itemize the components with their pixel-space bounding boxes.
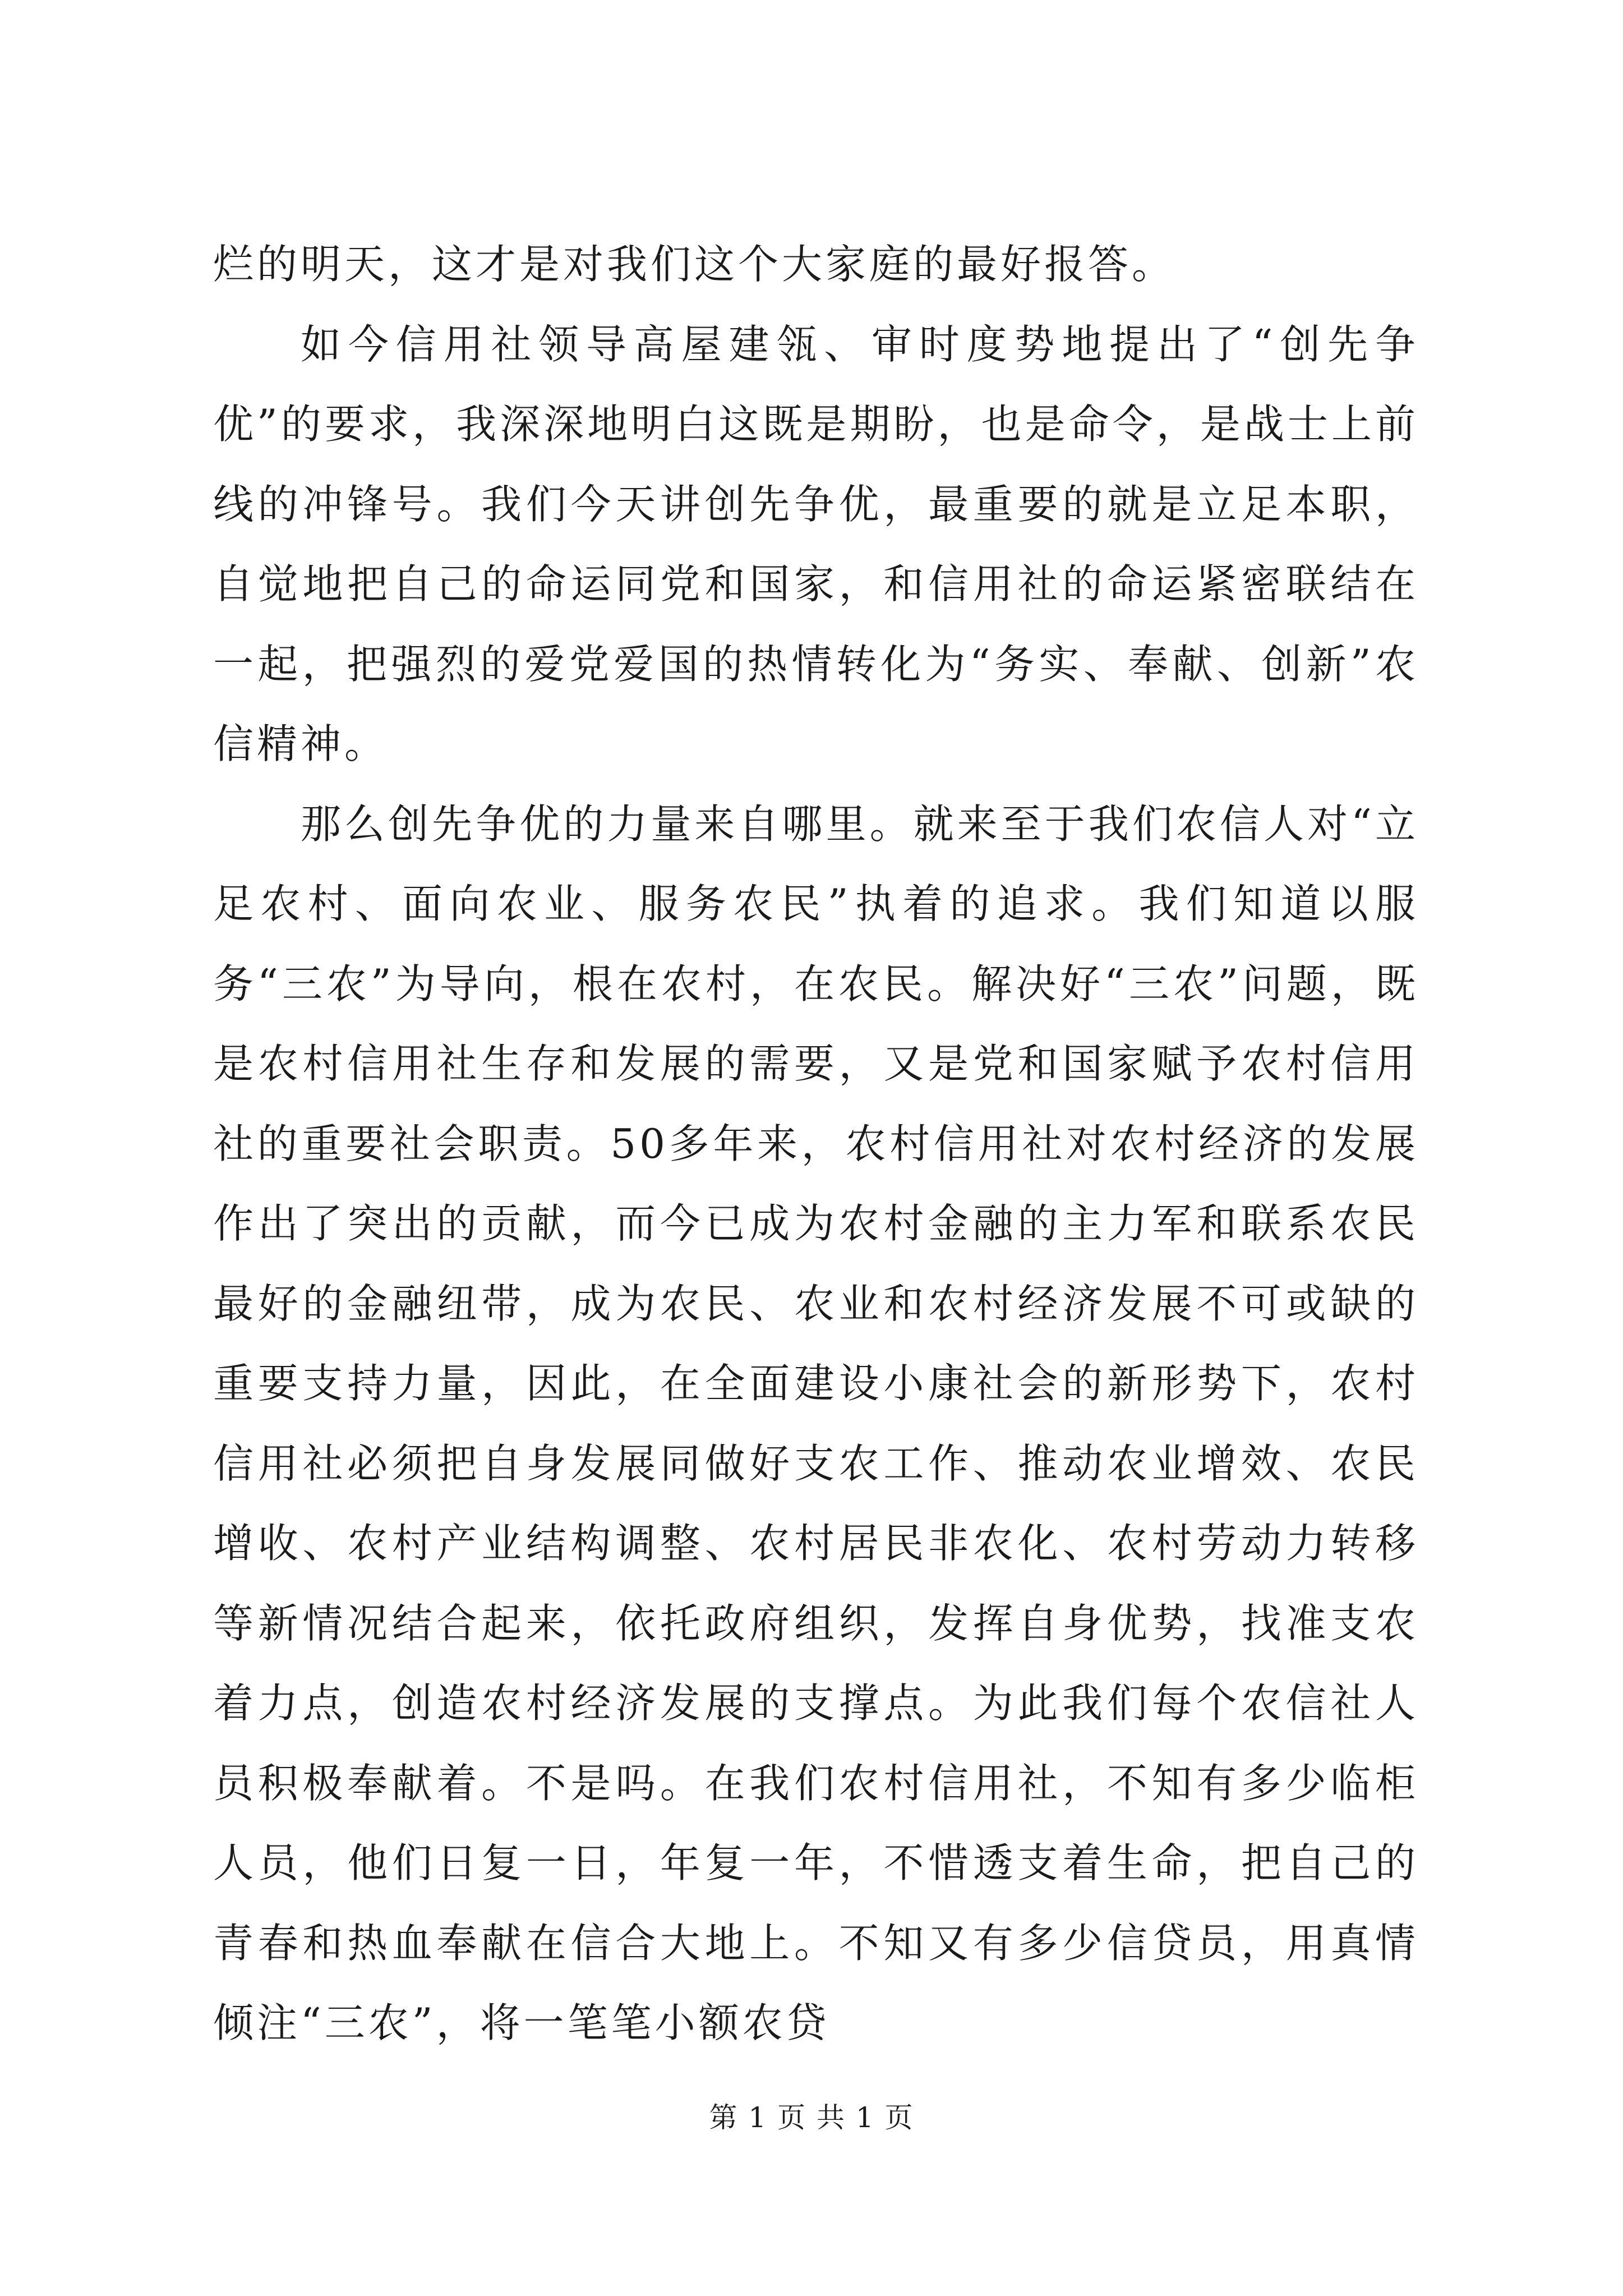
paragraph-continuation: 烂的明天，这才是对我们这个大家庭的最好报答。 [213, 241, 1176, 288]
paragraph-strength-source: 那么创先争优的力量来自哪里。就来至于我们农信人对“立足农村、面向农业、服务农民”执着的追求。我们知道以服务“三农”为导向，根在农村，在农民。解决好“三农”问题，既是农村信用社生存和发展的需要，又是党和国家赋予农村信用社的重要社会职责。50多年来，农村信用社对农村经济的发展作出了突出的贡献，而今已成为农村金融的主力军和联系农民最好的金融纽带，成为农民、农业和农村经济发展不可或缺的重要支持力量，因此，在全面建设小康社会的新形势下，农村信用社必须把自身发展同做好支农工作、推动农业增效、农民增收、农村产业结构调整、农村居民非农化、农村劳动力转移等新情况结合起来，依托政府组织，发挥自身优势，找准支农着力点，创造农村经济发展的支撑点。为此我们每个农信社人员积极奉献着。不是吗。在我们农村信用社，不知有多少临柜人员，他们日复一日，年复一年，不惜透支着生命，把自己的青春和热血奉献在信合大地上。不知又有多少信贷员，用真情倾注“三农”，将一笔笔小额农贷 [213, 800, 1419, 2046]
page-footer: 第 1 页 共 1 页 [709, 2101, 914, 2134]
paragraph-creating-excellence: 如今信用社领导高屋建瓴、审时度势地提出了“创先争优”的要求，我深深地明白这既是期盼，也是命令，是战士上前线的冲锋号。我们今天讲创先争优，最重要的就是立足本职，自觉地把自己的命运同党和国家，和信用社的命运紧密联结在一起，把强烈的爱党爱国的热情转化为“务实、奉献、创新”农信精神。 [213, 320, 1419, 767]
document-body [213, 224, 1419, 2063]
